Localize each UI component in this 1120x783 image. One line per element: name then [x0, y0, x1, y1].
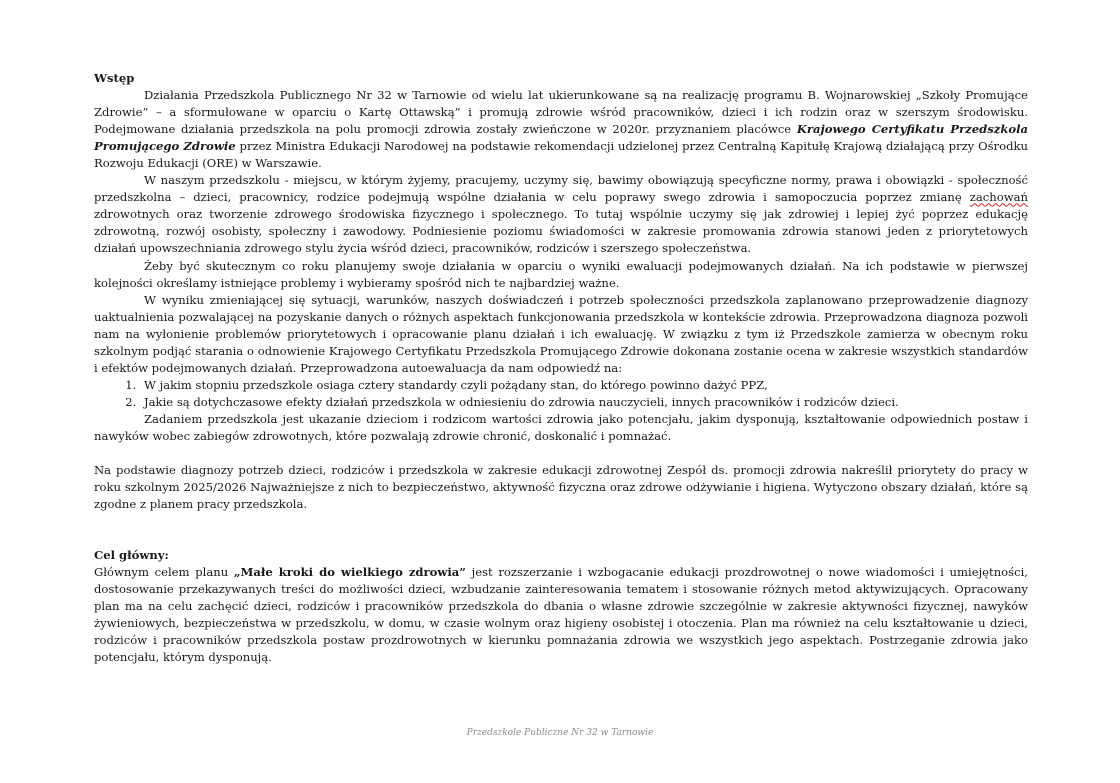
page-footer: Przedszkole Publiczne Nr 32 w Tarnowie — [466, 728, 654, 738]
paragraph-task: Zadaniem przedszkola jest ukazanie dzieciom i rodzicom wartości zdrowia jako potencjału, jakim dysponują, kształtowanie odpowiednich postaw i nawyków wobec zabiegów zdrowotnych, które pozwalają zdrowie chronić, doskonalić i pomnażać. — [94, 411, 1028, 443]
text-span: przez Ministra Edukacji Narodowej na podstawie rekomendacji udzielonej przez Centralną Kapitułę Krajową działającą przy Ośrodku Rozwoju Edukacji (ORE) w Warszawie. — [94, 139, 1028, 171]
paragraph-diagnosis: W wyniku zmieniającej się sytuacji, warunków, naszych doświadczeń i potrzeb społeczności przedszkola zaplanowano przeprowadzenie diagnozy uaktualnienia pozwalającej na pozyskanie danych o różnych aspektach funkcjonowania przedszkola w kontekście zdrowia. Przeprowadzona diagnoza pozwoli nam na wyłonienie problemów priorytetowych i opracowanie planu działań i ich ewaluację. W związku z tym iż Przedszkole zamierza w obecnym roku szkolnym podjąć starania o odnowienie Krajowego Certyfikatu Przedszkola Promującego Zdrowie dokonana zostanie ocena w zakresie wszystkich standardów i efektów podejmowanych działań. Przeprowadzona autoewaluacja da nam odpowiedź na: — [94, 292, 1028, 375]
list-item: 2. Jakie są dotychczasowe efekty działań przedszkola w odniesieniu do zdrowia nauczycieli, innych pracowników i rodziców dzieci. — [140, 394, 1028, 411]
text-span: W naszym przedszkolu - miejscu, w którym żyjemy, pracujemy, uczymy się, bawimy obowiązują specyficzne normy, prawa i obowiązki - społeczność przedszkolna – dzieci, pracownicy, rodzice podejmują wspólne działania w celu poprawy swego zdrowia i samopoczucia poprzez zmianę — [94, 173, 1028, 205]
text-span: jest rozszerzanie i wzbogacanie edukacji prozdrowotnej o nowe wiadomości i umiejętności, dostosowanie przekazywanych treści do możliwości dzieci, wzbudzanie zainteresowania tematem i stosowanie różnych metod aktywizujących. Opracowany plan ma na celu zachęcić dzieci, rodziców i pracowników przedszkola do dbania o własne zdrowie szczególnie w zakresie aktywności fizycznej, nawyków żywieniowych, bezpieczeństwa w przedszkolu, w domu, w czasie wolnym oraz higieny osobistej i otoczenia. Plan ma również na celu kształtowanie u dzieci, rodziców i pracowników przedszkola postaw prozdrowotnych w kierunku pomnażania zdrowia we wszystkich jego aspektach. Postrzeganie zdrowia jako potencjału, którym dysponują. — [94, 565, 1028, 665]
section-heading-main-goal: Cel główny: — [94, 548, 169, 563]
text-span: zdrowotnych oraz tworzenie zdrowego środowiska fizycznego i społecznego. To tutaj wspólnie uczymy się jak zdrowiej i lepiej żyć poprzez edukację zdrowotną, rozwój osobisty, społeczny i zawodowy. Podniesienie poziomu świadomości w zakresie promowania zdrowia stanowi jeden z priorytetowych działań upowszechniania zdrowego stylu życia wśród dzieci, pracowników, rodziców i szerszego społeczeństwa. — [94, 207, 1028, 256]
text-span: Głównym celem planu — [94, 565, 234, 580]
list-item: 1. W jakim stopniu przedszkole osiaga cztery standardy czyli pożądany stan, do którego powinno dażyć PPZ, — [140, 377, 1028, 394]
plan-title: „Małe kroki do wielkiego zdrowia” — [233, 565, 466, 580]
section-heading-intro: Wstęp — [94, 71, 135, 85]
paragraph-priorities: Na podstawie diagnozy potrzeb dzieci, rodziców i przedszkola w zakresie edukacji zdrowotnej Zespół ds. promocji zdrowia nakreślił priorytety do pracy w roku szkolnym 2025/2026 Najważniejsze z nich to bezpieczeństwo, aktywność fizyczna oraz zdrowe odżywianie i higiena. Wytyczono obszary działań, które są zgodne z planem pracy przedszkola. — [94, 463, 1028, 512]
document-page — [94, 70, 1028, 667]
blank-line — [94, 513, 1028, 547]
paragraph-intro — [94, 87, 1028, 172]
question-list — [94, 377, 1028, 411]
certificate-name: Krajowego Certyfikatu Przedszkola Promującego Zdrowie — [94, 122, 1028, 154]
paragraph-planning: Żeby być skutecznym co roku planujemy swoje działania w oparciu o wyniki ewaluacji podejmowanych działań. Na ich podstawie w pierwszej kolejności określamy istniejące problemy i wybieramy spośród nich te najbardziej ważne. — [94, 258, 1028, 290]
misspelled-word[interactable]: zachowań — [969, 190, 1028, 205]
blank-line — [94, 445, 1028, 462]
paragraph-community — [94, 172, 1028, 257]
text-span: Działania Przedszkola Publicznego Nr 32 w Tarnowie od wielu lat ukierunkowane są na realizację programu B. Wojnarowskiej „Szkoły Promujące Zdrowie” – a sformułowane w oparciu o Kartę Ottawską” i promują zdrowie wśród pracowników, dzieci i ich rodzin oraz w szerszym środowisku. Podejmowane działania przedszkola na polu promocji zdrowia zostały zwieńczone w 2020r. przyznaniem placówce — [94, 88, 1028, 137]
paragraph-main-goal — [94, 564, 1028, 666]
